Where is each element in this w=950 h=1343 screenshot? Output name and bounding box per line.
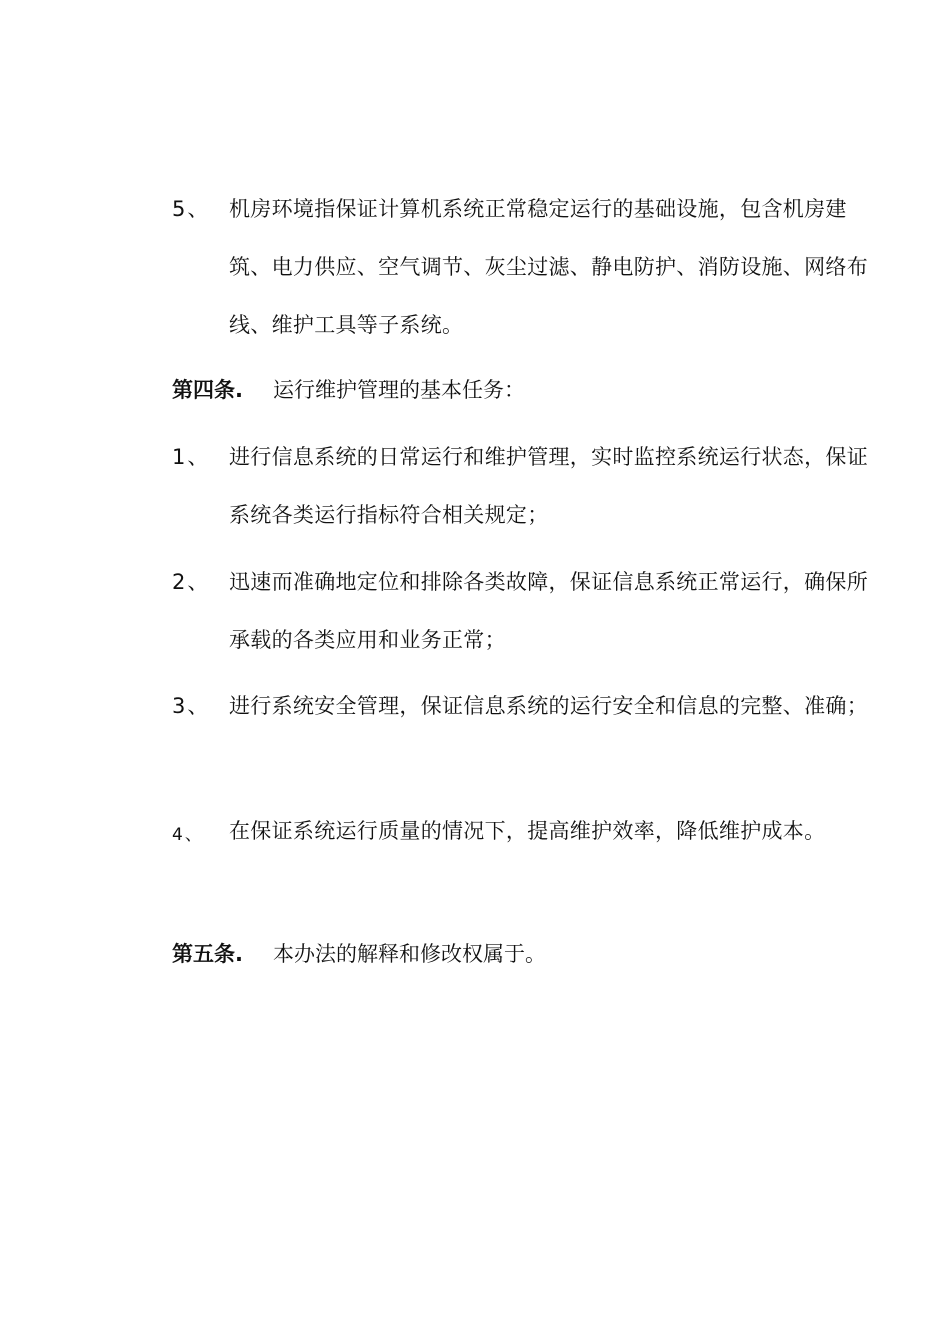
list-number: 3、 (172, 694, 211, 718)
article-4 (172, 376, 525, 404)
task-item-2 (172, 568, 882, 669)
article-5 (172, 940, 546, 968)
article-text: 运行维护管理的基本任务： (273, 378, 525, 402)
list-item-text: 进行信息系统的日常运行和维护管理，实时监控系统运行状态，保证系统各类运行指标符合相关规定； (229, 445, 868, 527)
list-item-text: 进行系统安全管理，保证信息系统的运行安全和信息的完整、准确； (229, 694, 868, 718)
task-item-3 (172, 692, 882, 735)
article-heading: 第四条. (172, 378, 243, 402)
list-item-text: 机房环境指保证计算机系统正常稳定运行的基础设施，包含机房建筑、电力供应、空气调节、灰尘过滤、静电防护、消防设施、网络布线、维护工具等子系统。 (229, 197, 868, 337)
list-number: 1、 (172, 445, 211, 469)
article-text: 本办法的解释和修改权属于。 (273, 942, 546, 966)
list-number: 5、 (172, 197, 211, 221)
list-item-5 (172, 195, 882, 354)
list-item-text: 迅速而准确地定位和排除各类故障，保证信息系统正常运行，确保所承载的各类应用和业务正常； (229, 570, 868, 652)
task-item-1 (172, 443, 882, 544)
list-item-text: 在保证系统运行质量的情况下，提高维护效率，降低维护成本。 (229, 819, 826, 843)
task-item-4 (172, 817, 882, 860)
list-number: 4、 (172, 825, 204, 845)
list-number: 2、 (172, 570, 211, 594)
article-heading: 第五条. (172, 942, 243, 966)
